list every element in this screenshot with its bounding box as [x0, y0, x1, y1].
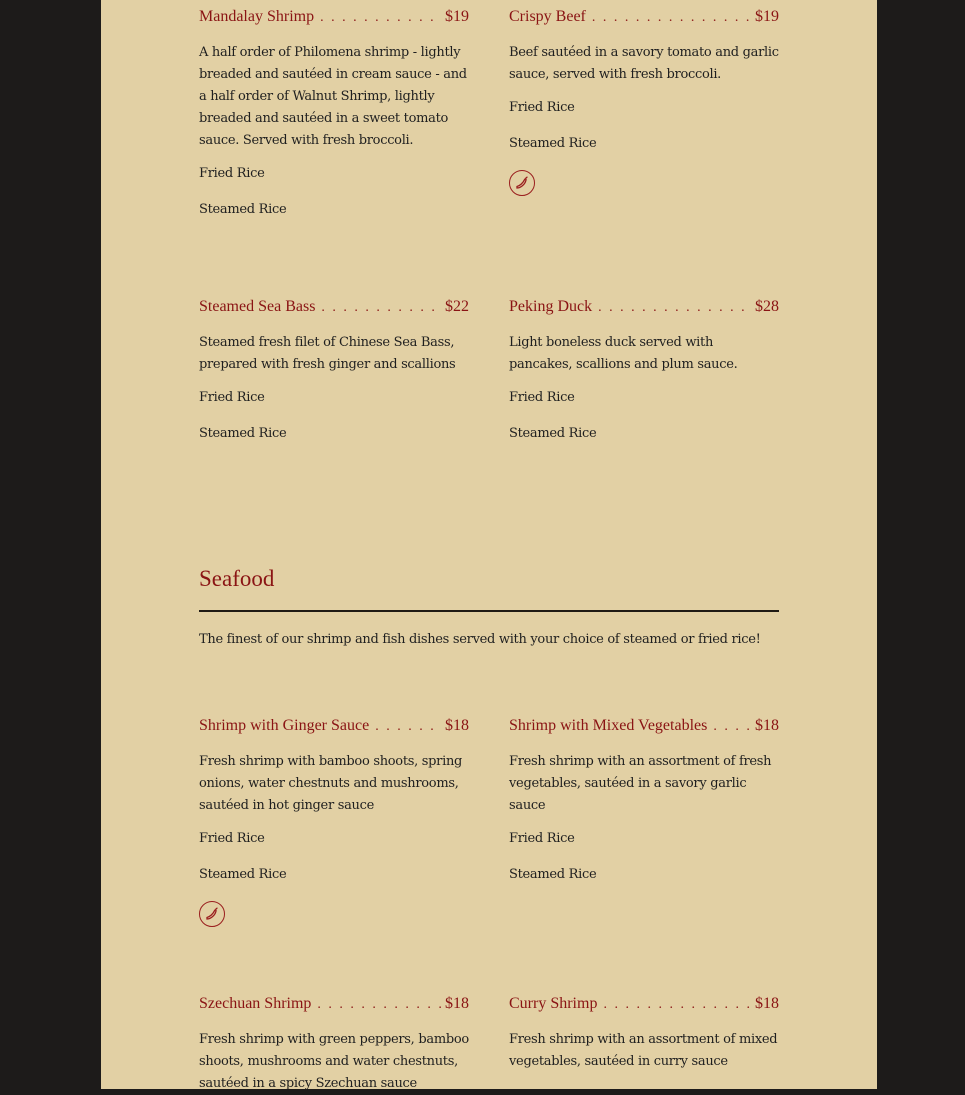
dot-leader	[598, 298, 752, 318]
item-description: Steamed fresh filet of Chinese Sea Bass, prepared with fresh ginger and scallions	[199, 335, 456, 372]
item-price: $22	[445, 298, 469, 315]
item-header	[509, 716, 779, 736]
item-name: Crispy Beef	[509, 8, 586, 25]
item-description: Fresh shrimp with an assortment of mixed vegetables, sautéed in curry sauce	[509, 1032, 778, 1069]
option-fried-rice[interactable]: Fried Rice	[199, 166, 265, 181]
item-price: $18	[755, 995, 779, 1012]
dot-leader	[603, 995, 752, 1015]
dot-leader	[320, 8, 442, 28]
option-steamed-rice[interactable]: Steamed Rice	[509, 136, 597, 151]
item-name: Peking Duck	[509, 298, 593, 315]
option-fried-rice[interactable]: Fried Rice	[509, 100, 575, 115]
item-options	[199, 380, 469, 452]
item-name: Shrimp with Mixed Vegetables	[509, 717, 708, 734]
item-description: Fresh shrimp with an assortment of fresh vegetables, sautéed in a savory garlic sauce	[509, 754, 772, 813]
section-divider	[199, 610, 779, 612]
chili-pepper-icon	[199, 901, 225, 927]
item-header	[199, 7, 469, 27]
item-options	[199, 156, 469, 228]
option-steamed-rice[interactable]: Steamed Rice	[199, 202, 287, 217]
item-description: Fresh shrimp with bamboo shoots, spring onions, water chestnuts and mushrooms, sautéed in hot ginger sauce	[199, 754, 463, 813]
item-options	[199, 821, 469, 893]
item-header	[509, 994, 779, 1014]
item-name: Steamed Sea Bass	[199, 298, 316, 315]
dot-leader	[317, 995, 442, 1015]
item-options	[509, 821, 779, 893]
dot-leader	[713, 717, 752, 737]
section-title: Seafood	[199, 566, 275, 591]
section-description: The finest of our shrimp and fish dishes served with your choice of steamed or fried rice!	[199, 632, 761, 647]
item-options	[509, 380, 779, 452]
option-fried-rice[interactable]: Fried Rice	[509, 831, 575, 846]
menu-item-curry-shrimp[interactable]	[509, 994, 779, 1073]
item-price: $28	[755, 298, 779, 315]
item-header	[509, 7, 779, 27]
item-header	[509, 297, 779, 317]
dot-leader	[321, 298, 442, 318]
item-name: Szechuan Shrimp	[199, 995, 312, 1012]
item-header	[199, 716, 469, 736]
menu-item-szechuan-shrimp[interactable]	[199, 994, 469, 1095]
item-price: $19	[755, 8, 779, 25]
menu-page	[101, 0, 877, 1089]
item-price: $19	[445, 8, 469, 25]
chili-pepper-icon	[509, 170, 535, 196]
item-name: Shrimp with Ginger Sauce	[199, 717, 370, 734]
option-fried-rice[interactable]: Fried Rice	[199, 831, 265, 846]
menu-item-crispy-beef[interactable]	[509, 7, 779, 196]
item-header	[199, 994, 469, 1014]
item-description: Fresh shrimp with green peppers, bamboo shoots, mushrooms and water chestnuts, sautéed in a spicy Szechuan sauce	[199, 1032, 469, 1091]
item-name: Curry Shrimp	[509, 995, 598, 1012]
item-header	[199, 297, 469, 317]
option-steamed-rice[interactable]: Steamed Rice	[199, 867, 287, 882]
item-description: Light boneless duck served with pancakes, scallions and plum sauce.	[509, 335, 738, 372]
menu-item-shrimp-mixed-vegetables[interactable]	[509, 716, 779, 893]
option-steamed-rice[interactable]: Steamed Rice	[199, 426, 287, 441]
item-description: A half order of Philomena shrimp - lightly breaded and sautéed in cream sauce - and a half order of Walnut Shrimp, lightly breaded and sautéed in a sweet tomato sauce. Served with fresh broccoli.	[199, 45, 467, 148]
option-fried-rice[interactable]: Fried Rice	[199, 390, 265, 405]
item-price: $18	[445, 995, 469, 1012]
menu-item-peking-duck[interactable]	[509, 297, 779, 452]
item-options	[509, 90, 779, 162]
item-name: Mandalay Shrimp	[199, 8, 315, 25]
menu-item-steamed-sea-bass[interactable]	[199, 297, 469, 452]
item-description: Beef sautéed in a savory tomato and garlic sauce, served with fresh broccoli.	[509, 45, 779, 82]
dot-leader	[375, 717, 442, 737]
menu-item-mandalay-shrimp[interactable]	[199, 7, 469, 228]
option-fried-rice[interactable]: Fried Rice	[509, 390, 575, 405]
option-steamed-rice[interactable]: Steamed Rice	[509, 867, 597, 882]
item-price: $18	[445, 717, 469, 734]
item-price: $18	[755, 717, 779, 734]
option-steamed-rice[interactable]: Steamed Rice	[509, 426, 597, 441]
menu-item-shrimp-ginger-sauce[interactable]	[199, 716, 469, 927]
dot-leader	[592, 8, 752, 28]
